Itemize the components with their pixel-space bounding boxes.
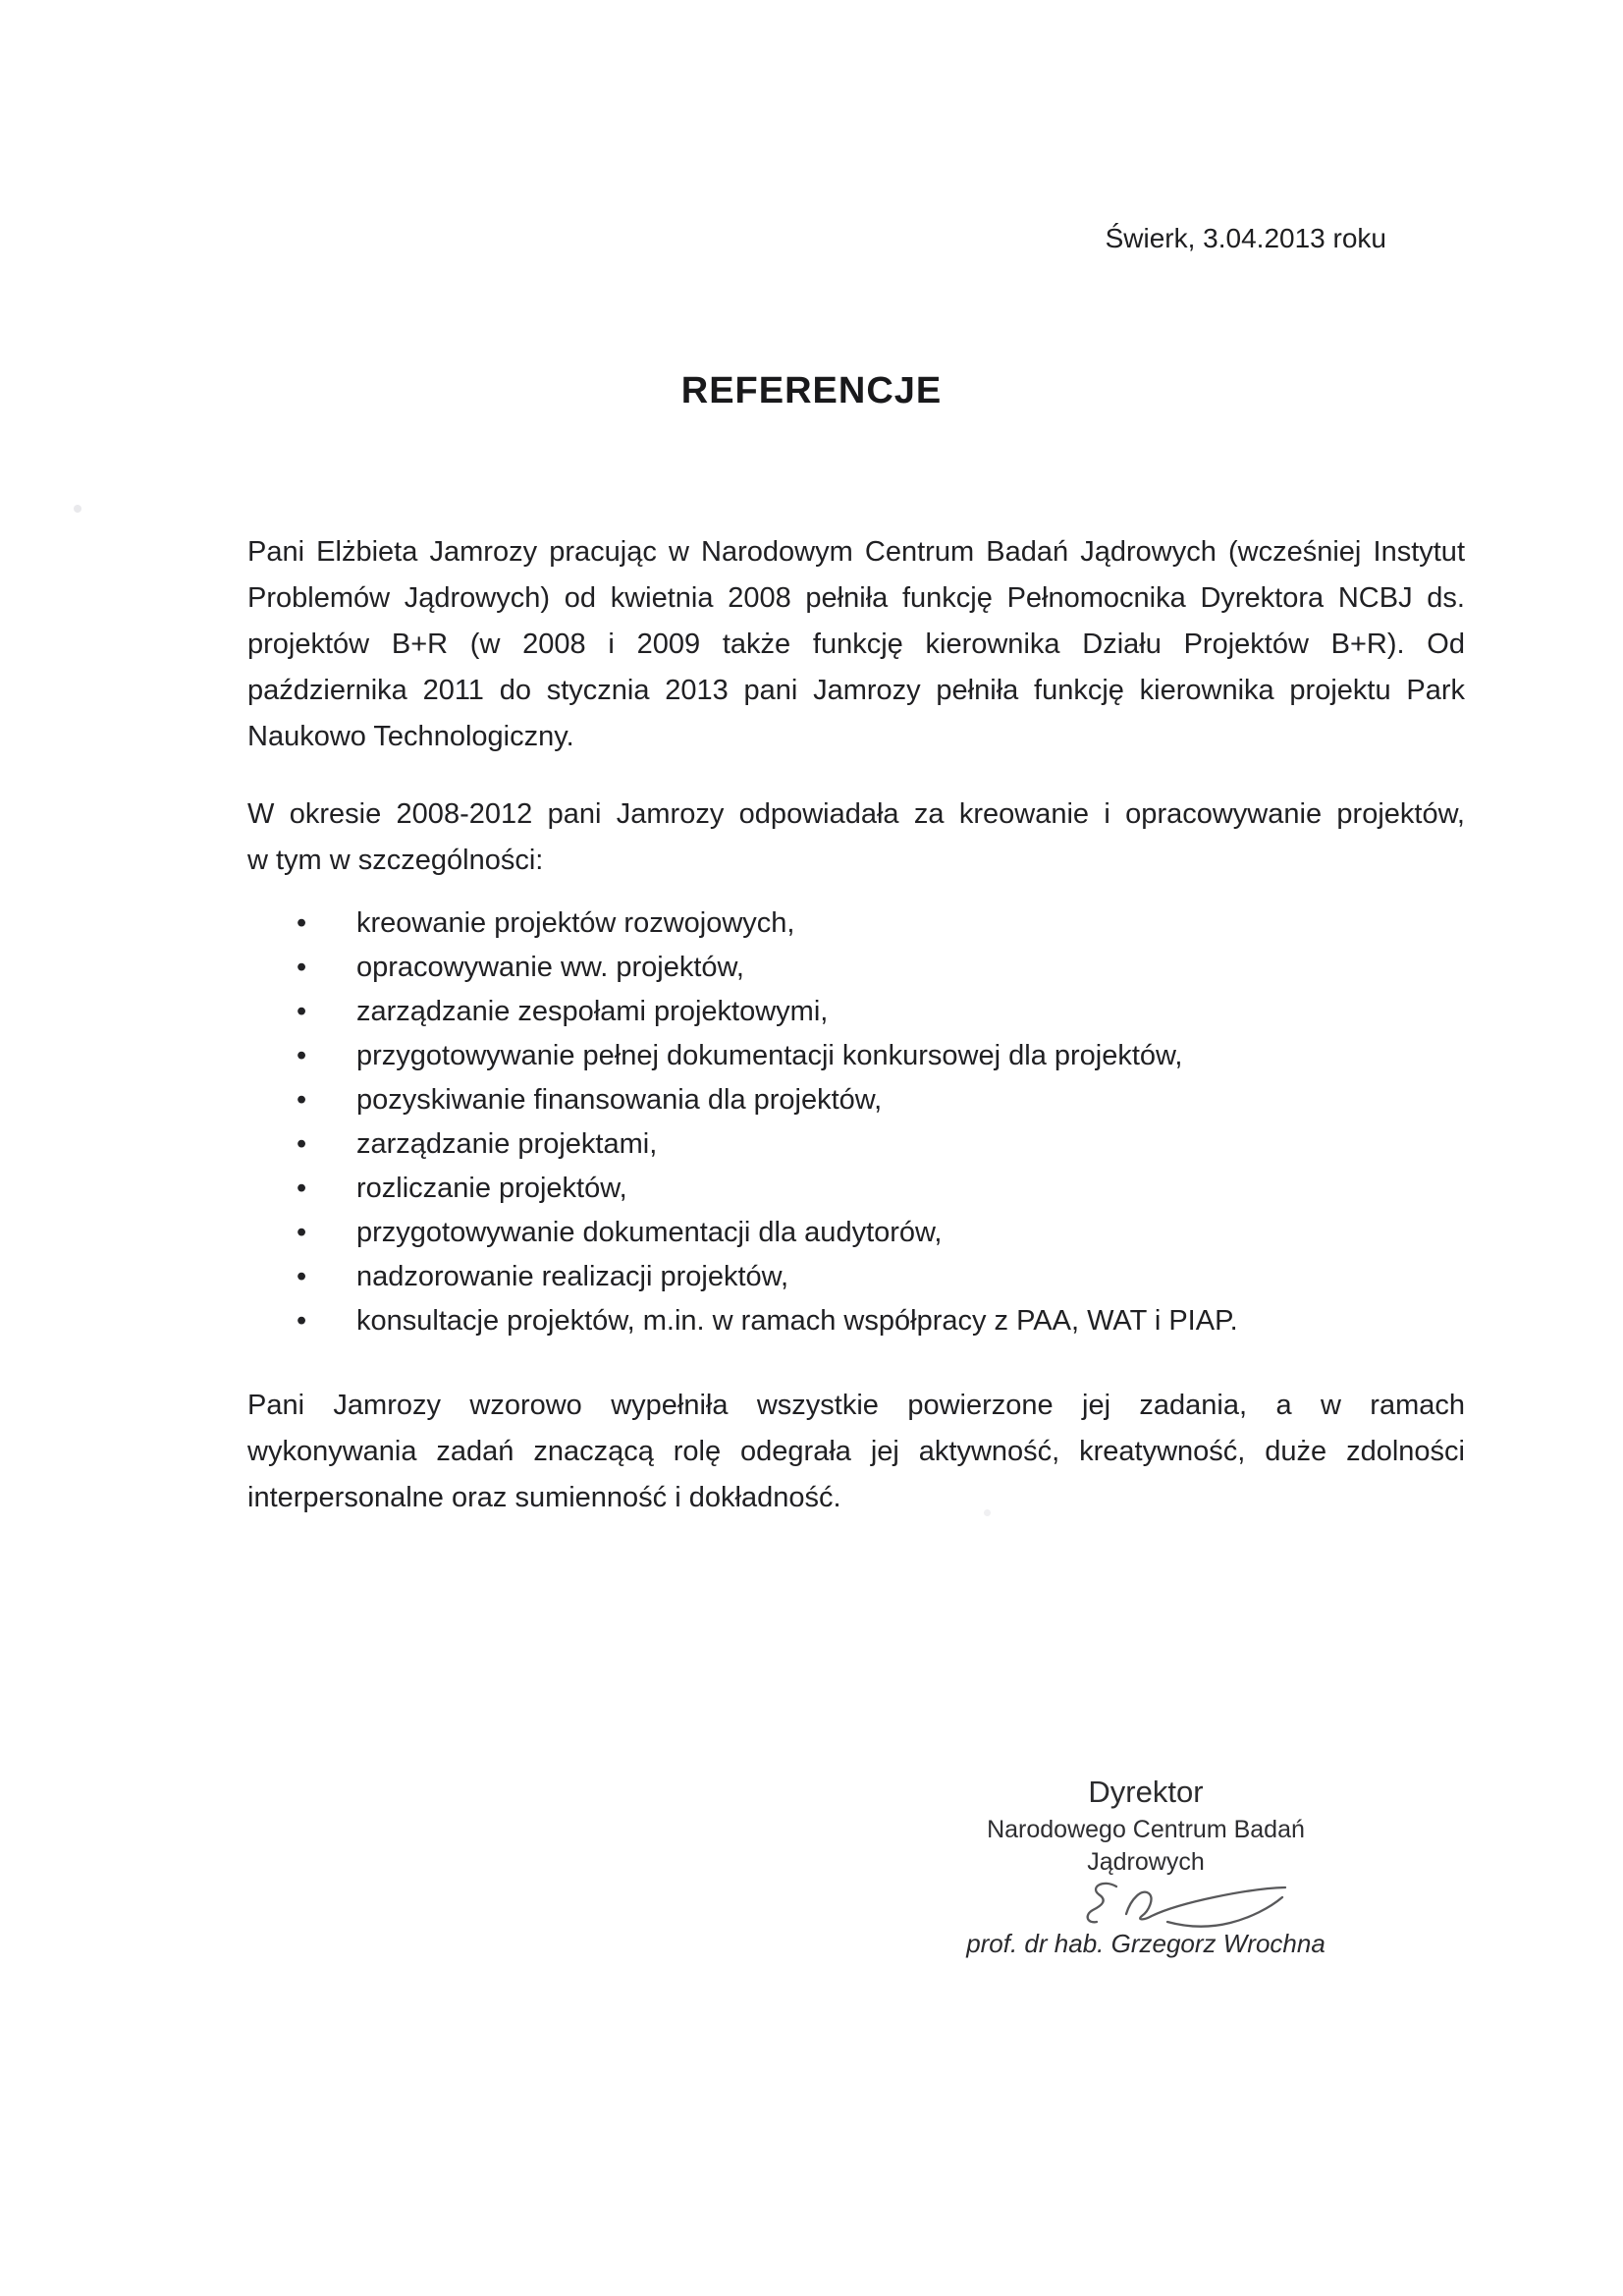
duty-item: • przygotowywanie dokumentacji dla audytorów,: [247, 1211, 1465, 1255]
duty-item: • nadzorowanie realizacji projektów,: [247, 1255, 1465, 1299]
text-line: interpersonalne oraz sumienność i dokładność.: [247, 1482, 841, 1513]
duties-list: [247, 902, 1465, 1343]
duty-item: • zarządzanie projektami,: [247, 1122, 1465, 1167]
paragraph-2: [247, 792, 1465, 884]
date-line: Świerk, 3.04.2013 roku: [1105, 223, 1386, 253]
duty-item: • kreowanie projektów rozwojowych,: [247, 902, 1465, 946]
text-line: Pani Jamrozy wzorowo wypełniła wszystkie powierzone jej zadania, a w ramach: [247, 1390, 1465, 1421]
duty-item: • konsultacje projektów, m.in. w ramach współpracy z PAA, WAT i PIAP.: [247, 1299, 1465, 1343]
text-line: Pani Elżbieta Jamrozy pracując w Narodowym Centrum Badań Jądrowych (wcześniej Instytut: [247, 536, 1465, 568]
signature-block: [930, 1774, 1362, 1961]
paragraph-3: [247, 1383, 1465, 1521]
duty-item: • rozliczanie projektów,: [247, 1167, 1465, 1211]
text-line: października 2011 do stycznia 2013 pani Jamrozy pełniła funkcję kierownika projektu Park: [247, 675, 1465, 706]
document-title: REFERENCJE: [680, 370, 943, 411]
scan-speck: [74, 505, 81, 513]
text-line: projektów B+R (w 2008 i 2009 także funkcję kierownika Działu Projektów B+R). Od: [247, 629, 1465, 660]
duty-item: • opracowywanie ww. projektów,: [247, 946, 1465, 990]
text-line: Problemów Jądrowych) od kwietnia 2008 pełniła funkcję Pełnomocnika Dyrektora NCBJ ds.: [247, 582, 1465, 614]
text-line: wykonywania zadań znaczącą rolę odegrała jej aktywność, kreatywność, duże zdolności: [247, 1436, 1465, 1467]
paragraph-1: [247, 529, 1465, 760]
signatory-name: prof. dr hab. Grzegorz Wrochna: [966, 1929, 1325, 1958]
duty-item: • przygotowywanie pełnej dokumentacji konkursowej dla projektów,: [247, 1034, 1465, 1078]
text-line: Naukowo Technologiczny.: [247, 721, 574, 752]
duty-item: • zarządzanie zespołami projektowymi,: [247, 990, 1465, 1034]
signatory-role: Dyrektor: [1088, 1775, 1204, 1809]
scan-speck: [984, 1509, 991, 1516]
duty-item: • pozyskiwanie finansowania dla projektów,: [247, 1078, 1465, 1122]
signatory-organization: Narodowego Centrum Badań Jądrowych: [987, 1816, 1305, 1876]
text-line: w tym w szczególności:: [247, 845, 544, 876]
letter-body: [247, 529, 1465, 1553]
text-line: W okresie 2008-2012 pani Jamrozy odpowiadała za kreowanie i opracowywanie projektów,: [247, 798, 1465, 830]
handwritten-signature: [1077, 1881, 1303, 1932]
